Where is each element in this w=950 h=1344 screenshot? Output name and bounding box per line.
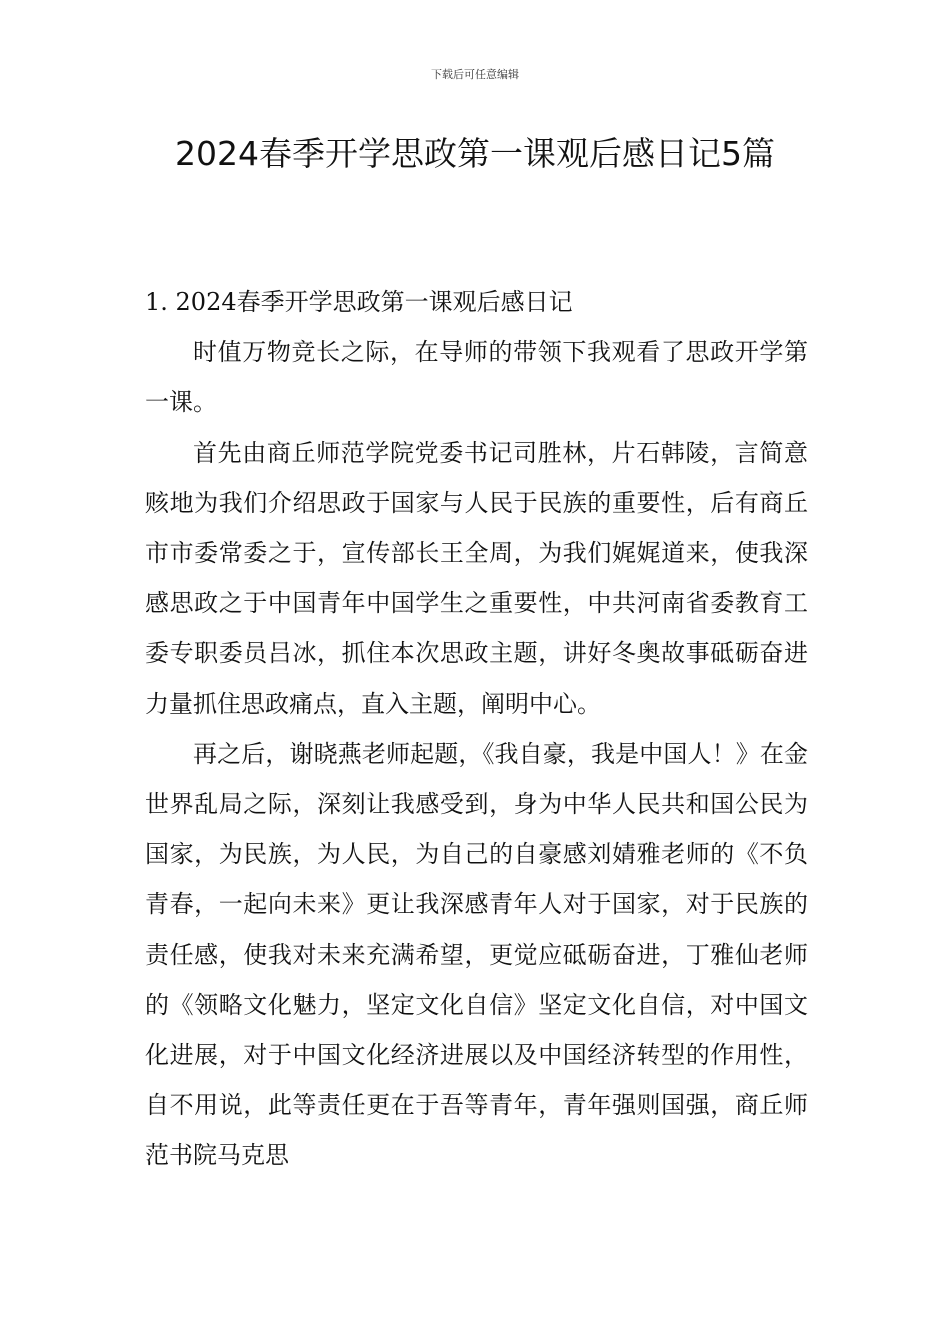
paragraph-3: 再之后，谢晓燕老师起题，《我自豪，我是中国人！》在金世界乱局之际，深刻让我感受到，身为中华人民共和国公民为国家，为民族，为人民，为自己的自豪感刘婧雅老师的《不负青春，一起向未来》更让我深感青年人对于国家，对于民族的责任感，使我对未来充满希望，更觉应砥砺奋进，丁雅仙老师的《领略文化魅力，坚定文化自信》坚定文化自信，对中国文化进展，对于中国文化经济进展以及中国经济转型的作用性，自不用说，此等责任更在于吾等青年，青年强则国强，商丘师范书院马克思 <box>145 739 808 1170</box>
document-title: 2024春季开学思政第一课观后感日记5篇 <box>175 134 775 173</box>
section-heading: 1. 2024春季开学思政第一课观后感日记 <box>145 288 573 316</box>
header-note: 下载后可任意编辑 <box>431 68 519 81</box>
paragraph-2: 首先由商丘师范学院党委书记司胜林，片石韩陵，言简意赅地为我们介绍思政于国家与人民于民族的重要性，后有商丘市市委常委之于，宣传部长王全周，为我们娓娓道来，使我深感思政之于中国青年中国学生之重要性，中共河南省委教育工委专职委员吕冰，抓住本次思政主题，讲好冬奥故事砥砺奋进力量抓住思政痛点，直入主题，阐明中心。 <box>145 438 808 718</box>
paragraph-1: 时值万物竞长之际，在导师的带领下我观看了思政开学第一课。 <box>145 338 808 417</box>
document-body <box>145 277 808 1181</box>
